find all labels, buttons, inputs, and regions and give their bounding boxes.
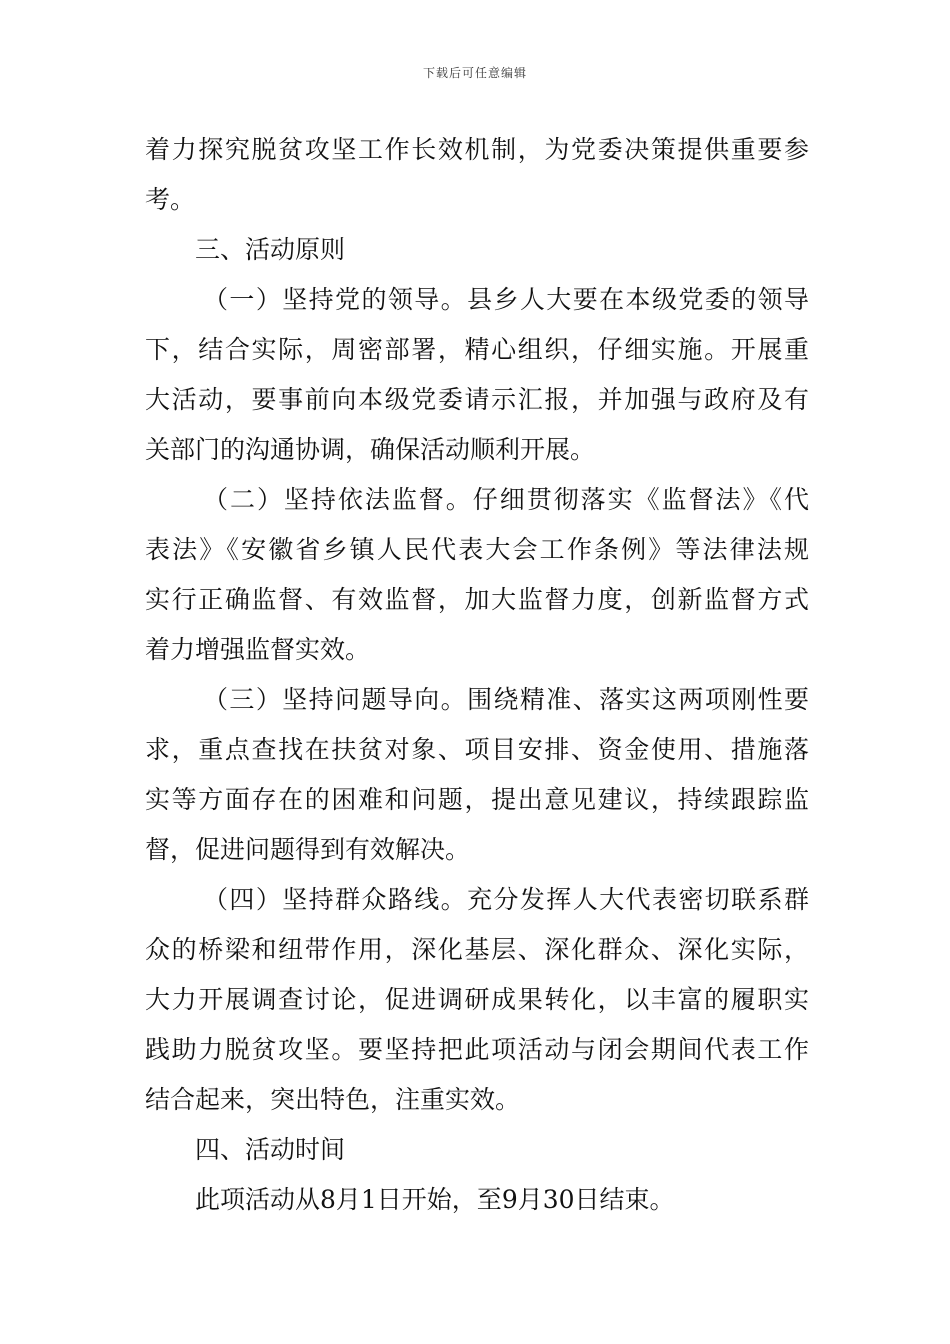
body-line: （三）坚持问题导向。围绕精准、落实这两项刚性要 xyxy=(203,685,809,714)
section-heading: 三、活动原则 xyxy=(195,235,346,264)
body-line: （一）坚持党的领导。县乡人大要在本级党委的领导 xyxy=(203,285,809,314)
body-line: 大力开展调查讨论，促进调研成果转化，以丰富的履职实 xyxy=(145,985,809,1014)
body-line: 大活动，要事前向本级党委请示汇报，并加强与政府及有 xyxy=(145,385,809,414)
body-line: 实等方面存在的困难和问题，提出意见建议，持续跟踪监 xyxy=(145,785,809,814)
body-line: 众的桥梁和纽带作用，深化基层、深化群众、深化实际， xyxy=(145,935,809,964)
body-line: 实行正确监督、有效监督，加大监督力度，创新监督方式 xyxy=(145,585,809,614)
body-line: 此项活动从8月1日开始，至9月30日结束。 xyxy=(195,1185,675,1214)
body-line: （四）坚持群众路线。充分发挥人大代表密切联系群 xyxy=(203,885,809,914)
document-body xyxy=(145,125,809,1225)
body-line: 着力增强监督实效。 xyxy=(145,635,371,664)
body-line: 下，结合实际，周密部署，精心组织，仔细实施。开展重 xyxy=(145,335,809,364)
page-header: 下载后可任意编辑 xyxy=(422,66,527,80)
body-line: 求，重点查找在扶贫对象、项目安排、资金使用、措施落 xyxy=(145,735,809,764)
body-line: 着力探究脱贫攻坚工作长效机制，为党委决策提供重要参 xyxy=(145,135,809,164)
body-line: 表法》《安徽省乡镇人民代表大会工作条例》等法律法规 xyxy=(145,535,809,564)
body-line: 结合起来，突出特色，注重实效。 xyxy=(145,1085,521,1114)
section-heading: 四、活动时间 xyxy=(195,1135,346,1164)
body-line: 督，促进问题得到有效解决。 xyxy=(145,835,471,864)
body-line: （二）坚持依法监督。仔细贯彻落实《监督法》《代 xyxy=(203,485,809,514)
body-line: 践助力脱贫攻坚。要坚持把此项活动与闭会期间代表工作 xyxy=(145,1035,809,1064)
body-line: 关部门的沟通协调，确保活动顺利开展。 xyxy=(145,435,596,464)
body-line: 考。 xyxy=(145,185,196,214)
